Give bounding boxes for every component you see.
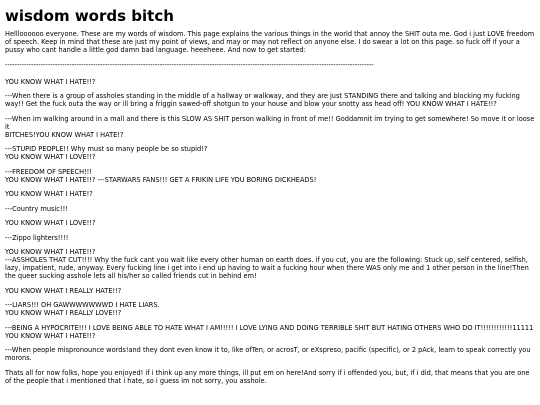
paragraph-3: ---When im walking around in a mall and there is this SLOW AS SHIT person walking in front of me!! Goddamnit im trying to get somewhere! So move it or loose it BITCHES!YOU KNOW WHAT I HATE!? [5,114,535,139]
dashed-divider: ----------------------------------------------------------------------------------------------------------------------------------------------------------- [5,60,374,69]
paragraph-7: ---Country music!!! [5,204,68,213]
paragraph-11: YOU KNOW WHAT I REALLY HATE!!? [5,286,122,295]
paragraph-8: YOU KNOW WHAT I LOVE!!? [5,219,96,227]
paragraph-1: YOU KNOW WHAT I HATE!!? [5,77,96,86]
paragraph-14: ---When people mispronounce words!and they dont even know it to, like ofTen, or acrosT, or eXspreso, pacific (specific), or 2 pAck, learn to speak correctly you morons. [5,346,531,362]
paragraph-13: ---BEING A HYPOCRITE!!! I LOVE BEING ABLE TO HATE WHAT I AM!!!!! I LOVE LYING AND DOING TERRIBLE SHIT BUT HATING OTHERS WHO DO IT!!!!!!!!!!!!11111 YOU KNOW WHAT I HATE!!? [5,323,534,340]
paragraph-4: ---STUPID PEOPLE!! Why must so many people be so stupid!? YOU KNOW WHAT I LOVE!!? [5,145,208,161]
paragraph-2: ---When there is a group of assholes standing in the middle of a hallway or walkway, and they are just STANDING there and talking and blocking my fucking way!! Get the fuck outa the way or ill bring a friggin sawed-off shotgun to your house and blow your snotty ass head off! YOU KNOW WHAT I HATE!!? [5,92,520,108]
paragraph-5: ---FREEDOM OF SPEECH!!! YOU KNOW WHAT I HATE!!? ---STARWARS FANS!!! GET A FRIKIN LIFE YOU BORING DICKHEADS! [5,167,317,184]
paragraph-12: ---LIARS!!! OH GAWWWWWWWD I HATE LIARS. YOU KNOW WHAT I REALLY LOVE!!? [5,301,160,317]
paragraph-9: ---Zippo lighters!!!! [5,233,69,242]
page-title: wisdom words bitch [5,7,174,25]
paragraph-10: YOU KNOW WHAT I HATE!!? ---ASSHOLES THAT CUT!!!! Why the fuck cant you wait like every other human on earth does. if you cut, you are the following: Stuck up, self centered, selfish, lazy, impatient, rude, anyway. Every fucking line i get into i end up having to wait a fucking hour when there WAS only me and 1 other person in the line!Then the queer sucking asshole lets all his/her so called friends cut in behind em! [5,248,529,280]
intro-paragraph: Hellloooooo everyone. These are my words of wisdom. This page explains the various things in the world that annoy the SHIT outa me. God i just LOVE freedom of speech. Keep in mind that these are just my point of views, and may or may not reflect on anyone else. I do swear a lot on this page. so fuck off if your a pussy who cant handle a little god damn bad language. heeeheee. And now to get started: [5,30,535,54]
closing-paragraph: Thats all for now folks, hope you enjoyed! if i think up any more things, ill put em on here!And sorry if i offended you, but, if i did, that means that you are one of the people that i mentioned that i hate, so i guess im not sorry, you asshole. [5,368,530,385]
paragraph-6: YOU KNOW WHAT I HATE!? [5,190,93,198]
